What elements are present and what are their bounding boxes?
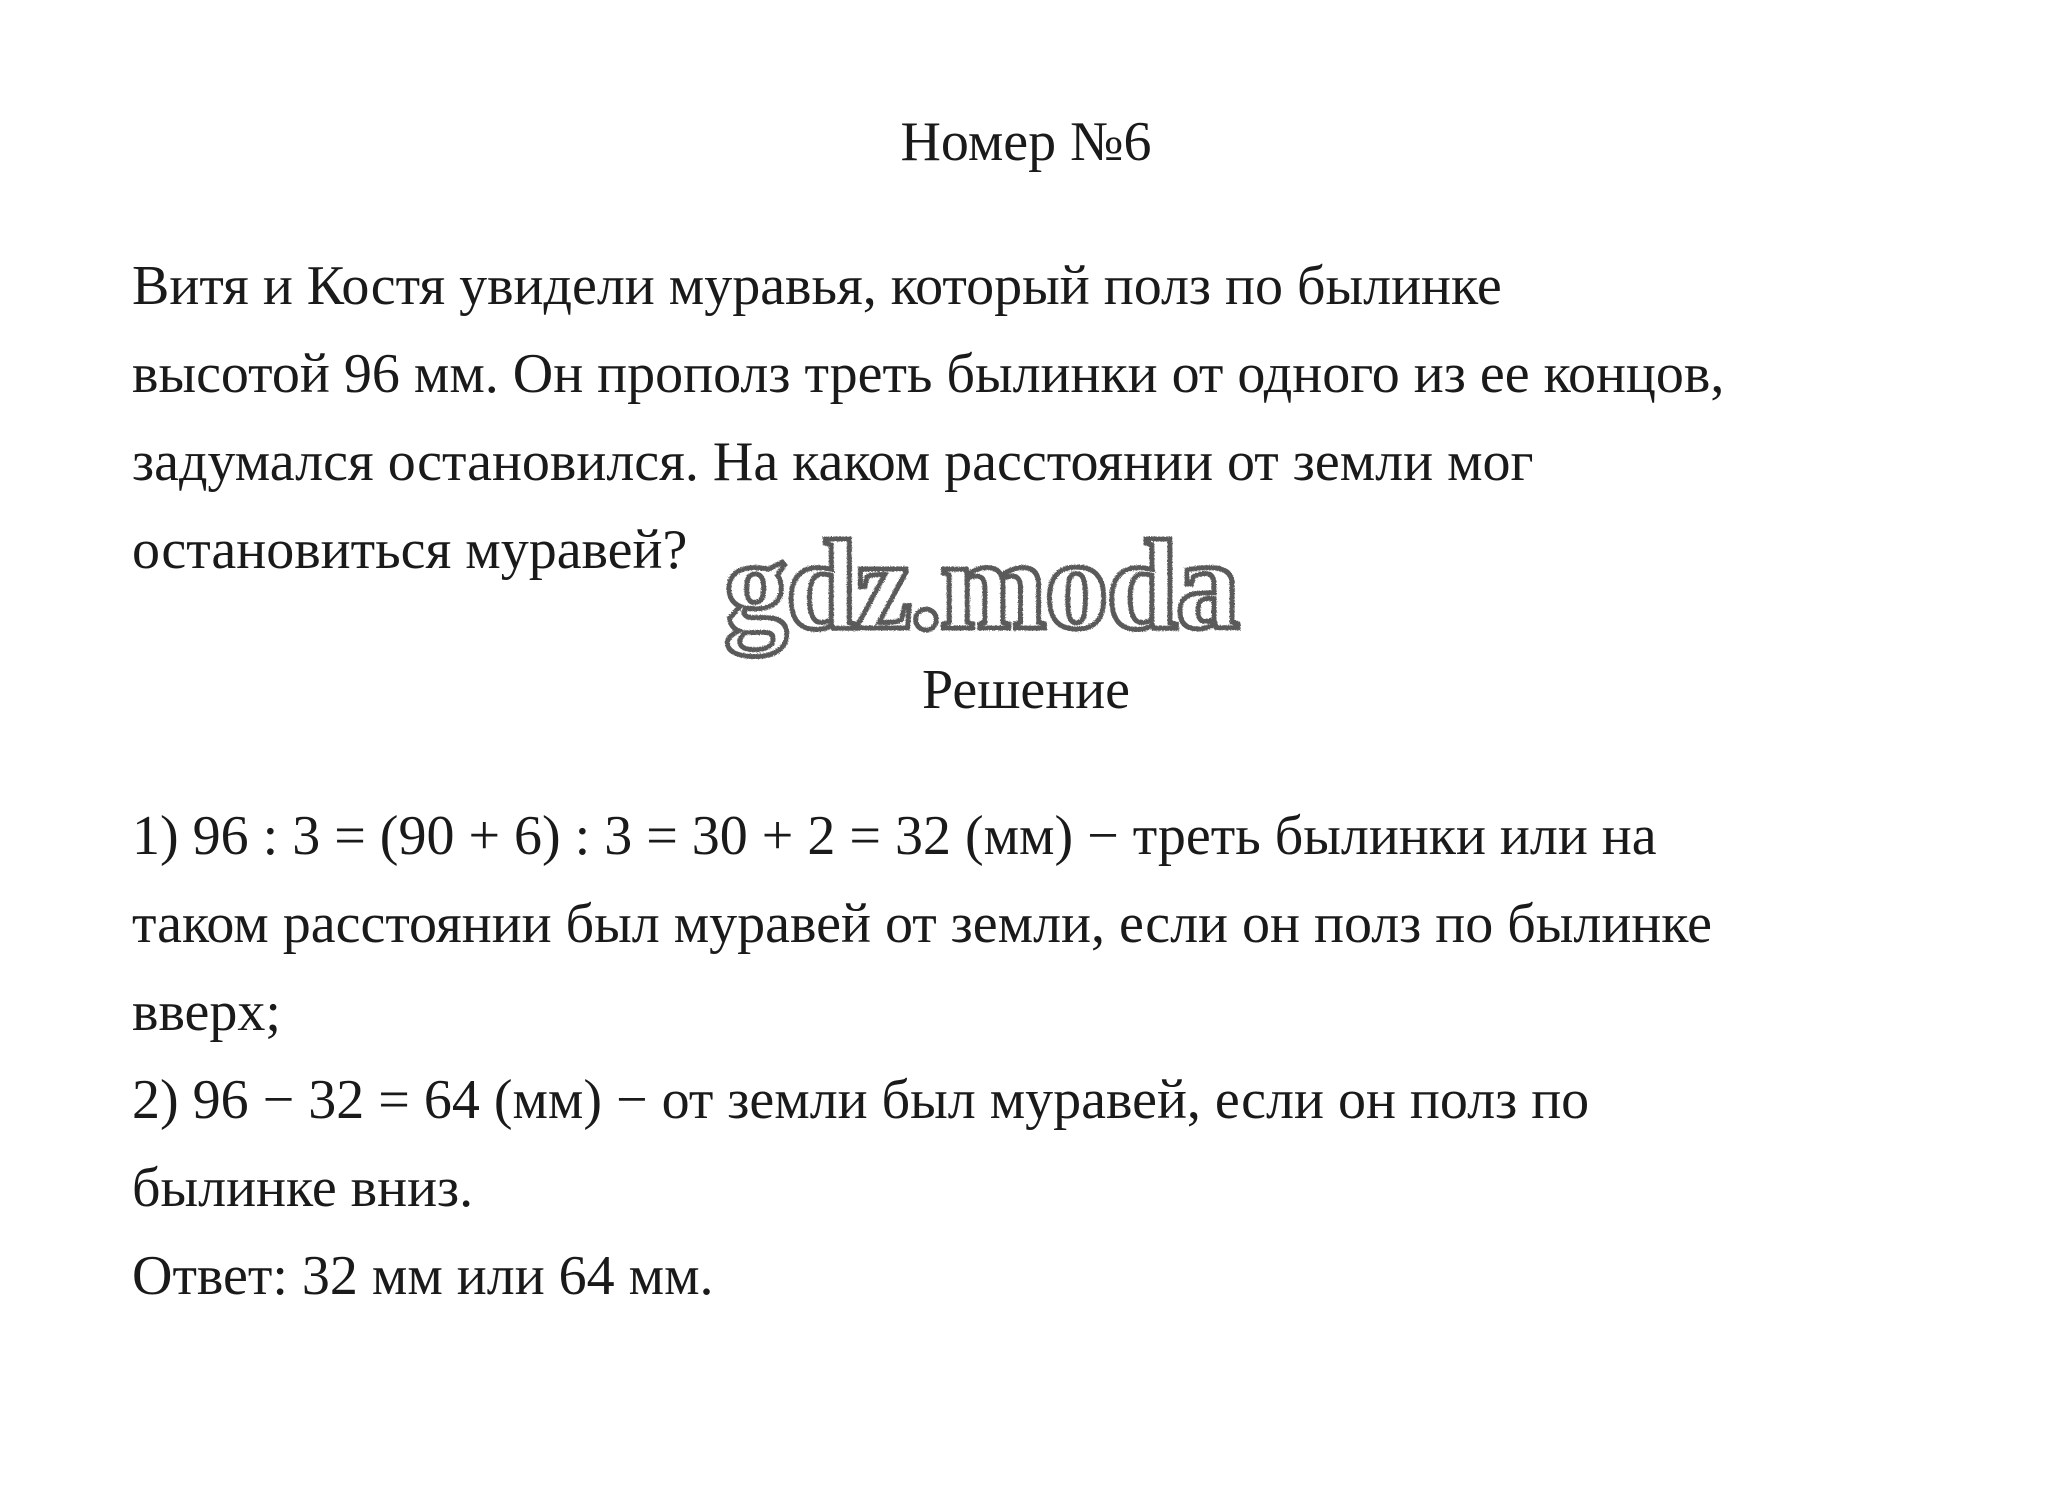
problem-line: Витя и Костя увидели муравья, который полз по былинке — [132, 255, 1502, 317]
solution-line: вверх; — [132, 981, 281, 1043]
problem-line: высотой 96 мм. Он прополз треть былинки от одного из ее концов, — [132, 343, 1725, 405]
solution-line: 1) 96 : 3 = (90 + 6) : 3 = 30 + 2 = 32 (мм) − треть былинки или на — [132, 805, 1657, 867]
solution-text — [132, 792, 1952, 1320]
solution-heading: Решение — [921, 659, 1131, 721]
solution-line: таком расстоянии был муравей от земли, если он полз по былинке — [132, 893, 1712, 955]
problem-line: задумался остановился. На каком расстоянии от земли мог — [132, 431, 1534, 493]
problem-title: Номер №6 — [900, 111, 1152, 173]
solution-line: былинке вниз. — [132, 1157, 474, 1219]
svg-text:gdz.moda: gdz.moda — [724, 528, 1238, 656]
solution-line: 2) 96 − 32 = 64 (мм) − от земли был муравей, если он полз по — [132, 1069, 1590, 1131]
problem-line: остановиться муравей? — [132, 519, 688, 581]
answer-line: Ответ: 32 мм или 64 мм. — [132, 1245, 714, 1307]
